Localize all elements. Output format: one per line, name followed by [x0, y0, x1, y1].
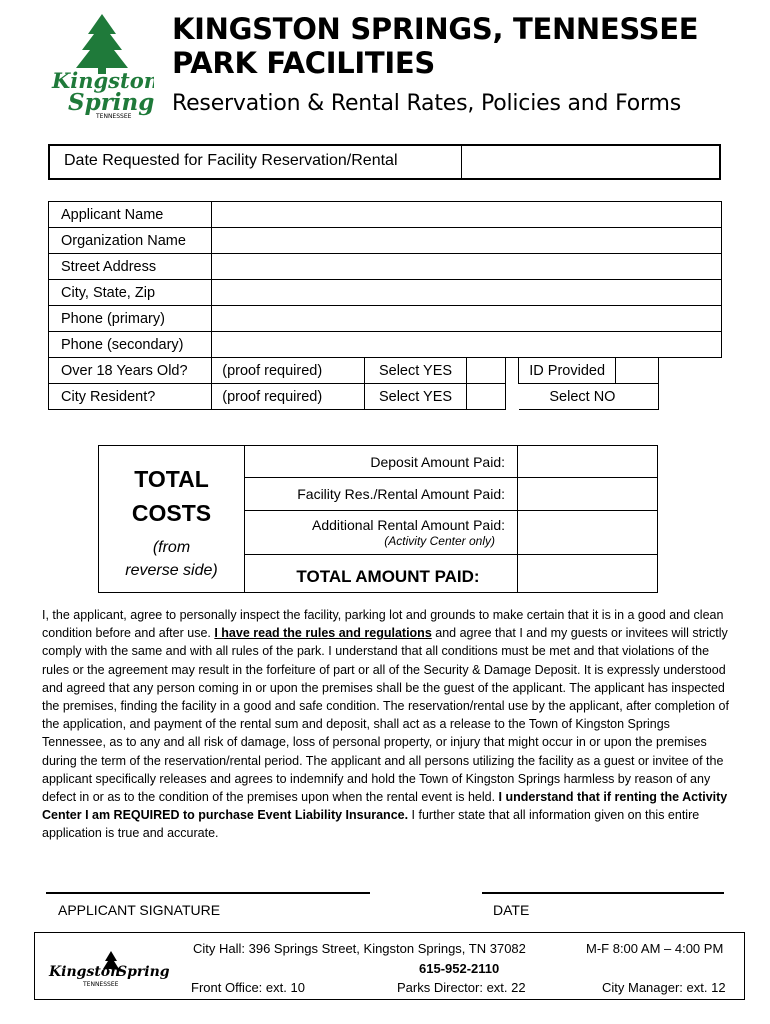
additional-amount-field[interactable]	[517, 511, 657, 555]
over-18-select-yes-label: Select YES	[365, 358, 466, 384]
footer-logo	[47, 949, 169, 989]
total-costs-box	[98, 445, 658, 593]
total-amount-field[interactable]	[517, 555, 657, 592]
table-row	[49, 306, 722, 332]
footer-front-office: Front Office: ext. 10	[191, 980, 305, 995]
date-requested-label: Date Requested for Facility Reservation/Rental	[50, 146, 462, 178]
table-row	[49, 280, 722, 306]
rental-amount-field[interactable]	[517, 478, 657, 511]
street-address-label: Street Address	[49, 254, 212, 280]
title-line-2: PARK FACILITIES	[172, 46, 435, 80]
total-amount-label: TOTAL AMOUNT PAID:	[296, 567, 480, 586]
total-costs-note-2: reverse side)	[125, 562, 218, 579]
svg-text:TENNESSEE: TENNESSEE	[83, 981, 119, 988]
date-requested-field[interactable]	[462, 146, 719, 178]
over-18-yes-checkbox[interactable]	[466, 358, 506, 384]
phone-secondary-field[interactable]	[212, 332, 722, 358]
table-row	[49, 228, 722, 254]
applicant-info-table	[48, 201, 722, 410]
street-address-field[interactable]	[212, 254, 722, 280]
deposit-amount-label: Deposit Amount Paid:	[245, 446, 517, 478]
phone-primary-label: Phone (primary)	[49, 306, 212, 332]
total-costs-note-1: (from	[152, 539, 191, 556]
organization-name-field[interactable]	[212, 228, 722, 254]
page-subtitle: Reservation & Rental Rates, Policies and Forms	[172, 91, 681, 116]
total-costs-heading	[99, 446, 245, 592]
city-resident-no-checkbox[interactable]	[615, 384, 658, 410]
svg-text:Springs: Spring	[68, 89, 154, 116]
agreement-paragraph	[42, 606, 732, 843]
page-title	[172, 12, 698, 80]
date-label: DATE	[493, 902, 530, 918]
total-costs-title-1: TOTAL	[134, 466, 209, 492]
footer-city-manager: City Manager: ext. 12	[602, 980, 726, 995]
city-state-zip-field[interactable]	[212, 280, 722, 306]
footer-address: City Hall: 396 Springs Street, Kingston Springs, TN 37082	[193, 941, 526, 956]
additional-amount-note: (Activity Center only)	[384, 534, 495, 548]
phone-secondary-label: Phone (secondary)	[49, 332, 212, 358]
applicant-name-field[interactable]	[212, 202, 722, 228]
applicant-signature-line[interactable]	[46, 892, 370, 894]
city-resident-select-yes-label: Select YES	[365, 384, 466, 410]
table-row	[49, 384, 722, 410]
total-costs-title-2: COSTS	[131, 500, 212, 526]
insurance-requirement: I understand that if renting the Activity Center I am REQUIRED to purchase Event Liability Insurance.	[42, 790, 728, 823]
footer-hours: M-F 8:00 AM – 4:00 PM	[586, 941, 724, 956]
organization-name-label: Organization Name	[49, 228, 212, 254]
footer-parks-director: Parks Director: ext. 22	[397, 980, 526, 995]
id-provided-checkbox[interactable]	[615, 358, 658, 384]
agreement-text-1: I, the applicant, agree to personally inspect the facility, parking lot and grounds to make certain that it is in a good and clean condition before and after use.	[42, 608, 724, 641]
city-resident-proof: (proof required)	[212, 384, 365, 410]
additional-amount-cell	[245, 511, 517, 555]
rules-acknowledgement: I have read the rules and regulations	[214, 626, 432, 641]
city-resident-yes-checkbox[interactable]	[466, 384, 506, 410]
city-state-zip-label: City, State, Zip	[49, 280, 212, 306]
svg-text:Kingston: Kingston	[49, 964, 121, 980]
over-18-proof: (proof required)	[212, 358, 365, 384]
date-requested-row	[48, 144, 721, 180]
kingston-springs-logo	[50, 12, 154, 120]
table-row	[49, 358, 722, 384]
table-row	[49, 202, 722, 228]
table-row	[49, 254, 722, 280]
over-18-label: Over 18 Years Old?	[49, 358, 212, 384]
agreement-text-2: and agree that I and my guests or invitees will strictly comply with the same and with all rules of the park. I understand that all conditions must be met and that violations of the rules or the agreement may result in the forfeiture of part or all of the Security & Damage Deposit. It is expressly understood and agreed that any person coming in or upon the premises shall be the guest of the applicant. The applicant has inspected the premises, finding the facility in a good and safe condition. The reservation/rental use by the applicant, after completion of the application, and payment of the rental sum and deposit, shall act as a release to the Town of Kingston Springs Tennessee, as to any and all risk of damage, loss of personal property, or injury that might occur in or upon the premises during the term of the reservation/rental period. The applicant and all persons utilizing the facility as a guest or invitee of the applicant specifically releases and agrees to indemnify and hold the Town of Kingston Springs harmless by reason of any defect in or as to the condition of the premises upon when the rental event is held.	[42, 626, 729, 805]
applicant-name-label: Applicant Name	[49, 202, 212, 228]
id-provided-label: ID Provided	[519, 358, 616, 384]
deposit-amount-field[interactable]	[517, 446, 657, 478]
svg-text:TENNESSEE: TENNESSEE	[96, 113, 132, 120]
rental-amount-label: Facility Res./Rental Amount Paid:	[245, 478, 517, 511]
table-row	[49, 332, 722, 358]
svg-text:Springs: Spring	[117, 964, 169, 980]
title-line-1: KINGSTON SPRINGS, TENNESSEE	[172, 12, 699, 46]
date-signature-line[interactable]	[482, 892, 724, 894]
applicant-signature-label: APPLICANT SIGNATURE	[58, 902, 221, 918]
svg-text:Kingston: Kingston	[52, 68, 154, 93]
additional-amount-label: Additional Rental Amount Paid:	[311, 517, 505, 533]
contact-footer	[34, 932, 745, 1000]
phone-primary-field[interactable]	[212, 306, 722, 332]
city-resident-select-no-label: Select NO	[519, 384, 616, 410]
footer-phone: 615-952-2110	[419, 961, 500, 976]
agreement-text-3: I further state that all information given on this entire application is true and accurate.	[42, 808, 700, 841]
city-resident-label: City Resident?	[49, 384, 212, 410]
